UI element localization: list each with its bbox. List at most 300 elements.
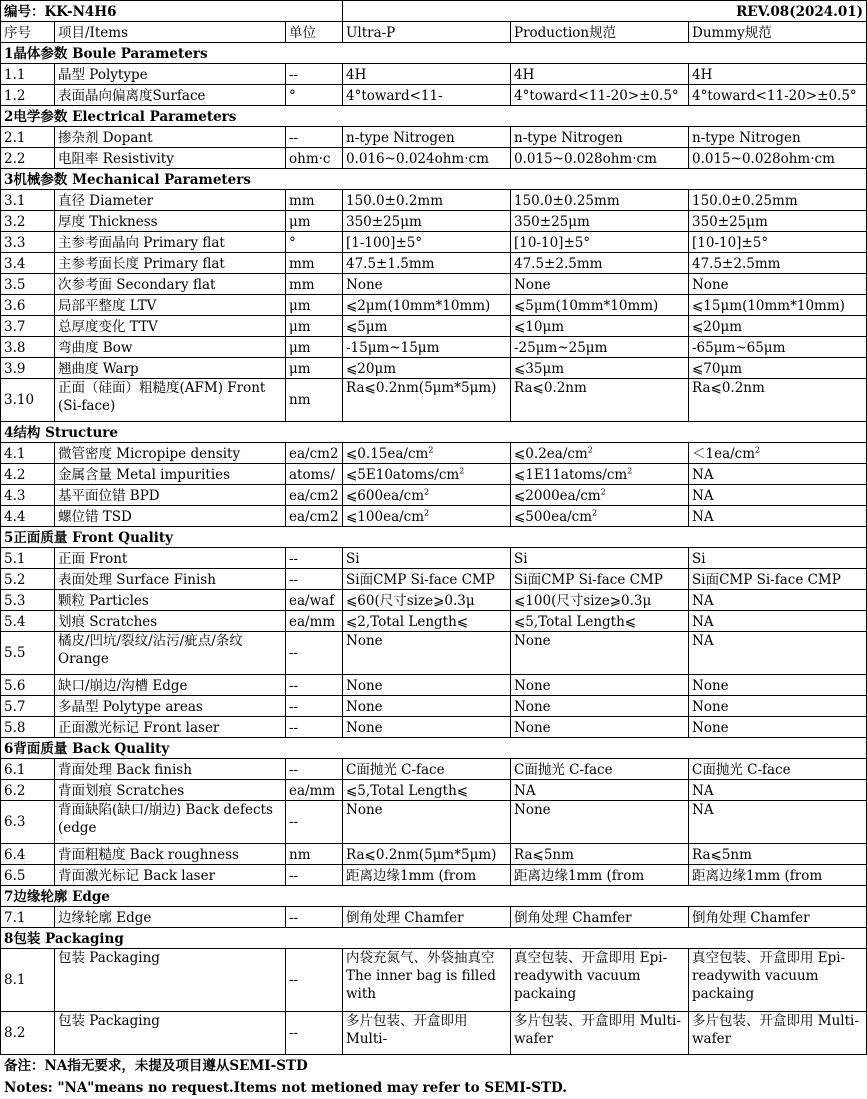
cell-item: [55, 548, 286, 569]
cell-text: 1.1: [4, 67, 26, 83]
section-header-row: [1, 106, 867, 127]
cell-no: [1, 148, 55, 169]
cell-text: ea/mm: [289, 783, 336, 799]
cell-ultra: [343, 1012, 511, 1055]
cell-text: 3.2: [4, 214, 26, 230]
cell-no: [1, 717, 55, 738]
cell-text: NA: [514, 783, 536, 799]
cell-text: 4.1: [4, 446, 26, 462]
cell-no: [1, 485, 55, 506]
cell-item: [55, 1012, 286, 1055]
cell-dummy: [689, 316, 867, 337]
column-header-row: [1, 22, 867, 43]
cell-text: 5.4: [4, 614, 26, 630]
cell-prod: [511, 337, 689, 358]
cell-item: [55, 127, 286, 148]
section-header-row: [1, 422, 867, 443]
cell-unit: [286, 506, 343, 527]
cell-unit: [286, 865, 343, 886]
cell-unit: [286, 675, 343, 696]
cell-unit: [286, 611, 343, 632]
cell-no: [1, 569, 55, 590]
cell-unit: [286, 949, 343, 1012]
cell-prod: [511, 949, 689, 1012]
cell-text: 背面缺陷(缺口/崩边) Back defects (edge: [58, 802, 273, 836]
cell-item: [55, 865, 286, 886]
cell-text: mm: [289, 277, 315, 293]
cell-dummy: [689, 632, 867, 675]
cell-text: ⩽5E10atoms/cm: [346, 467, 460, 483]
cell-text: 包装 Packaging: [58, 950, 160, 966]
cell-text: --: [289, 130, 299, 146]
cell-unit: [286, 253, 343, 274]
cell-ultra: [343, 506, 511, 527]
superscript: 2: [600, 487, 606, 497]
cell-ultra: [343, 569, 511, 590]
cell-unit: [286, 443, 343, 464]
cell-dummy: [689, 907, 867, 928]
cell-text: 正面（硅面）粗糙度(AFM) Front (Si-face): [58, 380, 266, 414]
superscript: 2: [424, 487, 430, 497]
cell-prod: [511, 443, 689, 464]
cell-no: [1, 85, 55, 106]
cell-text: ⩽5,Total Length⩽: [514, 614, 637, 630]
cell-item: [55, 148, 286, 169]
cell-dummy: [689, 379, 867, 422]
table-row: [1, 485, 867, 506]
cell-text: None: [514, 633, 551, 649]
cell-text: None: [692, 678, 729, 694]
cell-text: 内袋充氮气、外袋抽真空 The inner bag is filled with: [346, 950, 496, 1002]
cell-text: ⩽20μm: [346, 361, 397, 377]
cell-unit: [286, 1012, 343, 1055]
table-row: [1, 274, 867, 295]
cell-text: 5.1: [4, 551, 26, 567]
table-row: [1, 801, 867, 844]
cell-text: 4°toward<11-20>±0.5°: [692, 88, 857, 104]
cell-text: --: [289, 699, 299, 715]
cell-text: None: [514, 802, 551, 818]
cell-unit: [286, 907, 343, 928]
cell-text: None: [346, 802, 383, 818]
cell-ultra: [343, 358, 511, 379]
cell-text: NA: [692, 614, 714, 630]
cell-item: [55, 844, 286, 865]
cell-text: 150.0±0.2mm: [346, 193, 444, 209]
cell-dummy: [689, 337, 867, 358]
cell-dummy: [689, 801, 867, 844]
cell-text: ⩽2,Total Length⩽: [346, 614, 469, 630]
cell-text: None: [346, 699, 383, 715]
cell-text: 螺位错 TSD: [58, 509, 132, 525]
cell-ultra: [343, 85, 511, 106]
cell-text: 背面激光标记 Back laser: [58, 868, 216, 884]
cell-unit: [286, 780, 343, 801]
cell-text: 47.5±1.5mm: [346, 256, 435, 272]
cell-item: [55, 949, 286, 1012]
table-row: [1, 506, 867, 527]
cell-text: 3.6: [4, 298, 26, 314]
table-row: [1, 632, 867, 675]
cell-prod: [511, 696, 689, 717]
cell-ultra: [343, 780, 511, 801]
cell-prod: [511, 253, 689, 274]
cell-text: 厚度 Thickness: [58, 214, 158, 230]
cell-no: [1, 64, 55, 85]
cell-text: NA: [692, 593, 714, 609]
cell-no: [1, 865, 55, 886]
cell-text: --: [289, 910, 299, 926]
cell-text: 基平面位错 BPD: [58, 488, 160, 504]
cell-text: μm: [289, 298, 311, 314]
cell-unit: [286, 464, 343, 485]
cell-text: 掺杂剂 Dopant: [58, 130, 153, 146]
cell-ultra: [343, 211, 511, 232]
cell-text: n-type Nitrogen: [692, 130, 801, 146]
cell-no: [1, 696, 55, 717]
cell-text: Si: [346, 551, 360, 567]
cell-item: [55, 85, 286, 106]
cell-text: 颗粒 Particles: [58, 593, 149, 609]
cell-prod: [511, 316, 689, 337]
cell-text: 1.2: [4, 88, 26, 104]
cell-no: [1, 274, 55, 295]
cell-no: [1, 127, 55, 148]
cell-no: [1, 190, 55, 211]
cell-text: atoms/: [289, 467, 335, 483]
cell-text: ⩽600ea/cm: [346, 488, 425, 504]
section-title: 4结构 Structure: [1, 422, 867, 443]
table-row: [1, 253, 867, 274]
cell-prod: [511, 611, 689, 632]
cell-text: ＜1ea/cm: [692, 446, 756, 462]
cell-prod: [511, 64, 689, 85]
cell-no: [1, 611, 55, 632]
cell-text: [10-10]±5°: [514, 235, 591, 251]
cell-dummy: [689, 232, 867, 253]
cell-dummy: [689, 190, 867, 211]
cell-text: 主参考面长度 Primary flat: [58, 256, 225, 272]
cell-text: nm: [289, 392, 311, 408]
cell-text: ⩽2000ea/cm: [514, 488, 601, 504]
cell-text: --: [289, 972, 299, 988]
cell-item: [55, 717, 286, 738]
table-row: [1, 64, 867, 85]
table-row: [1, 232, 867, 253]
revision: REV.08(2024.01): [343, 1, 867, 22]
cell-text: 3.7: [4, 319, 26, 335]
table-row: [1, 85, 867, 106]
cell-ultra: [343, 127, 511, 148]
cell-text: 4H: [346, 67, 367, 83]
cell-dummy: [689, 611, 867, 632]
cell-text: 5.6: [4, 678, 26, 694]
cell-prod: [511, 127, 689, 148]
cell-text: 多片包装、开盒即用 Multi-: [346, 1013, 468, 1047]
cell-text: --: [289, 720, 299, 736]
cell-text: None: [692, 720, 729, 736]
cell-text: 表面晶向偏离度Surface: [58, 88, 206, 104]
cell-text: 次参考面 Secondary flat: [58, 277, 216, 293]
section-header-row: [1, 928, 867, 949]
table-row: [1, 337, 867, 358]
cell-text: 6.1: [4, 762, 26, 778]
cell-no: [1, 316, 55, 337]
cell-dummy: [689, 548, 867, 569]
cell-item: [55, 443, 286, 464]
col-header-dummy: Dummy规范: [689, 22, 867, 43]
table-row: [1, 590, 867, 611]
note-cn: 备注：NA指无要求，未提及项目遵从SEMI-STD: [4, 1058, 308, 1074]
cell-text: 背面划痕 Scratches: [58, 783, 185, 799]
cell-dummy: [689, 148, 867, 169]
cell-text: 2.1: [4, 130, 26, 146]
cell-text: 翘曲度 Warp: [58, 361, 139, 377]
cell-no: [1, 949, 55, 1012]
cell-text: 3.10: [4, 392, 35, 408]
cell-ultra: [343, 232, 511, 253]
cell-ultra: [343, 190, 511, 211]
cell-text: None: [346, 720, 383, 736]
cell-text: ⩽2μm(10mm*10mm): [346, 298, 491, 314]
table-row: [1, 675, 867, 696]
table-row: [1, 464, 867, 485]
cell-dummy: [689, 358, 867, 379]
section-title: 3机械参数 Mechanical Parameters: [1, 169, 867, 190]
cell-text: ea/cm2: [289, 488, 339, 504]
section-title: 6背面质量 Back Quality: [1, 738, 867, 759]
cell-unit: [286, 295, 343, 316]
cell-unit: [286, 316, 343, 337]
table-row: [1, 295, 867, 316]
cell-text: 多片包装、开盒即用 Multi-wafer: [692, 1013, 859, 1047]
cell-dummy: [689, 696, 867, 717]
cell-text: mm: [289, 256, 315, 272]
cell-text: ohm·c: [289, 151, 331, 167]
table-row: [1, 148, 867, 169]
table-row: [1, 949, 867, 1012]
cell-prod: [511, 485, 689, 506]
cell-dummy: [689, 253, 867, 274]
cell-text: Ra⩽0.2nm: [692, 380, 765, 396]
cell-no: [1, 907, 55, 928]
cell-text: 6.4: [4, 847, 26, 863]
cell-text: 正面激光标记 Front laser: [58, 720, 220, 736]
cell-unit: [286, 211, 343, 232]
cell-unit: [286, 337, 343, 358]
cell-text: 47.5±2.5mm: [514, 256, 603, 272]
cell-dummy: [689, 274, 867, 295]
section-header-row: [1, 169, 867, 190]
cell-dummy: [689, 64, 867, 85]
table-row: [1, 865, 867, 886]
col-header-item: 项目/Items: [55, 22, 286, 43]
cell-no: [1, 801, 55, 844]
cell-text: 5.3: [4, 593, 26, 609]
cell-text: 5.2: [4, 572, 26, 588]
cell-text: 边缘轮廓 Edge: [58, 910, 152, 926]
cell-unit: [286, 274, 343, 295]
cell-ultra: [343, 632, 511, 675]
cell-text: °: [289, 235, 296, 251]
cell-text: [1-100]±5°: [346, 235, 423, 251]
cell-unit: [286, 64, 343, 85]
cell-text: 总厚度变化 TTV: [58, 319, 158, 335]
cell-text: μm: [289, 214, 311, 230]
cell-ultra: [343, 801, 511, 844]
superscript: 2: [424, 508, 430, 518]
cell-no: [1, 590, 55, 611]
cell-unit: [286, 632, 343, 675]
cell-text: -65μm~65μm: [692, 340, 786, 356]
cell-text: ea/cm2: [289, 446, 339, 462]
cell-prod: [511, 907, 689, 928]
cell-item: [55, 295, 286, 316]
section-title: 7边缘轮廓 Edge: [1, 886, 867, 907]
cell-item: [55, 590, 286, 611]
cell-no: [1, 232, 55, 253]
cell-no: [1, 379, 55, 422]
cell-text: C面抛光 C-face: [514, 762, 613, 778]
cell-text: 多晶型 Polytype areas: [58, 699, 203, 715]
cell-text: 47.5±2.5mm: [692, 256, 781, 272]
doc-number: 编号：KK-N4H6: [1, 1, 343, 22]
table-row: [1, 696, 867, 717]
cell-no: [1, 253, 55, 274]
cell-text: NA: [692, 783, 714, 799]
cell-unit: [286, 85, 343, 106]
cell-text: Ra⩽5nm: [514, 847, 574, 863]
cell-text: --: [289, 868, 299, 884]
cell-text: 橘皮/凹坑/裂纹/沾污/疵点/条纹 Orange: [58, 633, 243, 667]
cell-no: [1, 632, 55, 675]
cell-dummy: [689, 717, 867, 738]
cell-text: NA: [692, 509, 714, 525]
cell-text: [10-10]±5°: [692, 235, 769, 251]
cell-text: 150.0±0.25mm: [692, 193, 798, 209]
cell-no: [1, 780, 55, 801]
cell-text: 2.2: [4, 151, 26, 167]
cell-text: None: [692, 699, 729, 715]
section-header-row: [1, 886, 867, 907]
cell-text: 真空包装、开盒即用 Epi-readywith vacuum packaing: [692, 950, 846, 1002]
cell-text: ⩽60(尺寸size⩾0.3μ: [346, 593, 475, 609]
cell-prod: [511, 632, 689, 675]
cell-item: [55, 379, 286, 422]
cell-text: None: [514, 720, 551, 736]
cell-ultra: [343, 759, 511, 780]
cell-ultra: [343, 675, 511, 696]
cell-ultra: [343, 611, 511, 632]
cell-item: [55, 316, 286, 337]
cell-item: [55, 211, 286, 232]
cell-ultra: [343, 907, 511, 928]
cell-unit: [286, 379, 343, 422]
cell-text: -15μm~15μm: [346, 340, 440, 356]
table-row: [1, 844, 867, 865]
table-row: [1, 190, 867, 211]
superscript: 2: [755, 445, 761, 455]
cell-text: 8.2: [4, 1025, 26, 1041]
cell-ultra: [343, 696, 511, 717]
section-header-row: [1, 43, 867, 64]
cell-text: None: [692, 277, 729, 293]
cell-item: [55, 611, 286, 632]
cell-text: ⩽100ea/cm: [346, 509, 425, 525]
cell-text: --: [289, 762, 299, 778]
cell-text: ea/waf: [289, 593, 335, 609]
cell-item: [55, 759, 286, 780]
cell-text: 0.015~0.028ohm·cm: [514, 151, 657, 167]
cell-text: nm: [289, 847, 311, 863]
cell-text: None: [514, 678, 551, 694]
cell-text: 5.8: [4, 720, 26, 736]
cell-text: None: [346, 678, 383, 694]
cell-text: n-type Nitrogen: [514, 130, 623, 146]
section-header-row: [1, 527, 867, 548]
cell-item: [55, 64, 286, 85]
cell-text: ⩽20μm: [692, 319, 743, 335]
cell-ultra: [343, 844, 511, 865]
cell-item: [55, 190, 286, 211]
cell-dummy: [689, 85, 867, 106]
cell-text: 倒角处理 Chamfer: [346, 910, 464, 926]
cell-unit: [286, 759, 343, 780]
cell-ultra: [343, 464, 511, 485]
cell-text: Ra⩽0.2nm(5μm*5μm): [346, 847, 497, 863]
cell-text: 距离边缘1mm (from: [514, 868, 645, 884]
cell-text: Ra⩽0.2nm(5μm*5μm): [346, 380, 497, 396]
cell-text: --: [289, 1025, 299, 1041]
col-header-unit: 单位: [286, 22, 343, 43]
cell-prod: [511, 358, 689, 379]
cell-text: NA: [692, 633, 714, 649]
cell-ultra: [343, 717, 511, 738]
cell-unit: [286, 148, 343, 169]
cell-text: 0.016~0.024ohm·cm: [346, 151, 489, 167]
cell-unit: [286, 569, 343, 590]
cell-text: --: [289, 67, 299, 83]
cell-unit: [286, 190, 343, 211]
cell-item: [55, 506, 286, 527]
col-header-ultra: Ultra-P: [343, 22, 511, 43]
cell-ultra: [343, 148, 511, 169]
cell-ultra: [343, 590, 511, 611]
cell-prod: [511, 232, 689, 253]
table-row: [1, 379, 867, 422]
cell-text: ea/cm2: [289, 509, 339, 525]
cell-no: [1, 295, 55, 316]
cell-dummy: [689, 506, 867, 527]
cell-dummy: [689, 844, 867, 865]
cell-unit: [286, 844, 343, 865]
cell-unit: [286, 590, 343, 611]
cell-text: 电阻率 Resistivity: [58, 151, 174, 167]
cell-dummy: [689, 780, 867, 801]
cell-text: 真空包装、开盒即用 Epi-readywith vacuum packaing: [514, 950, 668, 1002]
cell-ultra: [343, 949, 511, 1012]
cell-text: --: [289, 551, 299, 567]
cell-item: [55, 464, 286, 485]
cell-dummy: [689, 759, 867, 780]
section-title: 1晶体参数 Boule Parameters: [1, 43, 867, 64]
cell-text: None: [346, 633, 383, 649]
cell-text: 微管密度 Micropipe density: [58, 446, 241, 462]
cell-text: Si面CMP Si-face CMP: [692, 572, 841, 588]
cell-dummy: [689, 127, 867, 148]
cell-prod: [511, 675, 689, 696]
cell-text: Si面CMP Si-face CMP: [346, 572, 495, 588]
